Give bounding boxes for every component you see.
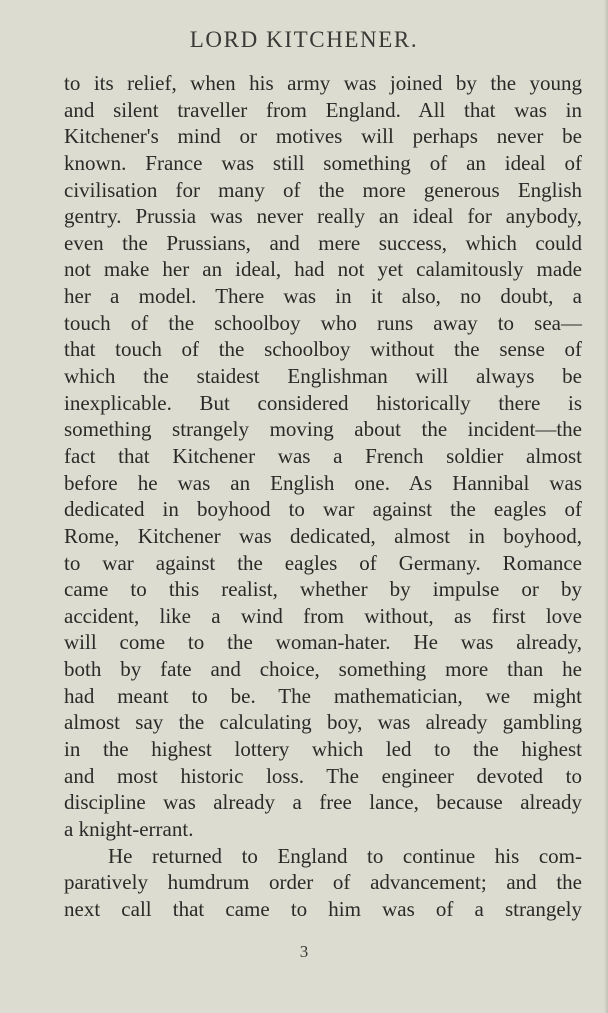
text-line: to war against the eagles of Germany. Romance (64, 550, 582, 575)
text-line: had meant to be. The mathematician, we might (64, 683, 582, 708)
text-line: almost say the calculating boy, was already gambling (64, 710, 582, 735)
text-line: fact that Kitchener was a French soldier almost (64, 443, 582, 468)
text-line: dedicated in boyhood to war against the eagles of (64, 497, 582, 522)
text-line: in the highest lottery which led to the highest (64, 737, 582, 762)
text-line: even the Prussians, and mere success, which could (64, 230, 582, 255)
text-line: civilisation for many of the more generous English (64, 177, 582, 202)
page-number: 3 (299, 942, 309, 961)
text-line: which the staidest Englishman will always be (64, 364, 582, 389)
text-line: something strangely moving about the incident—the (64, 417, 582, 442)
text-line: paratively humdrum order of advancement; and the (64, 870, 582, 895)
text-line: to its relief, when his army was joined by the young (64, 71, 582, 95)
text-line: and most historic loss. The engineer devoted to (64, 763, 582, 788)
text-line: and silent traveller from England. All that was in (64, 97, 582, 122)
text-line: before he was an English one. As Hannibal was (64, 470, 582, 495)
text-line-paragraph-start: He returned to England to continue his com- (108, 843, 582, 868)
text-line: gentry. Prussia was never really an ideal for anybody, (64, 204, 582, 229)
text-line: will come to the woman-hater. He was already, (64, 630, 582, 655)
running-head: LORD KITCHENER. (189, 27, 419, 52)
text-line: accident, like a wind from without, as first love (64, 603, 582, 628)
text-line: known. France was still something of an ideal of (64, 150, 582, 175)
text-line: Kitchener's mind or motives will perhaps never be (64, 124, 582, 149)
text-line: next call that came to him was of a strangely (64, 896, 582, 921)
text-line: touch of the schoolboy who runs away to sea— (64, 310, 582, 335)
text-line-paragraph-end: a knight-errant. (64, 816, 194, 841)
text-line: came to this realist, whether by impulse or by (64, 577, 582, 602)
text-line: that touch of the schoolboy without the sense of (64, 337, 582, 362)
text-line: inexplicable. But considered historically there is (64, 390, 582, 415)
body-text (64, 70, 582, 923)
text-line: discipline was already a free lance, because already (64, 790, 582, 815)
text-line: her a model. There was in it also, no doubt, a (64, 284, 582, 309)
text-line: not make her an ideal, had not yet calamitously made (64, 257, 582, 282)
text-line: both by fate and choice, something more than he (64, 657, 582, 682)
text-line: Rome, Kitchener was dedicated, almost in boyhood, (64, 523, 582, 548)
